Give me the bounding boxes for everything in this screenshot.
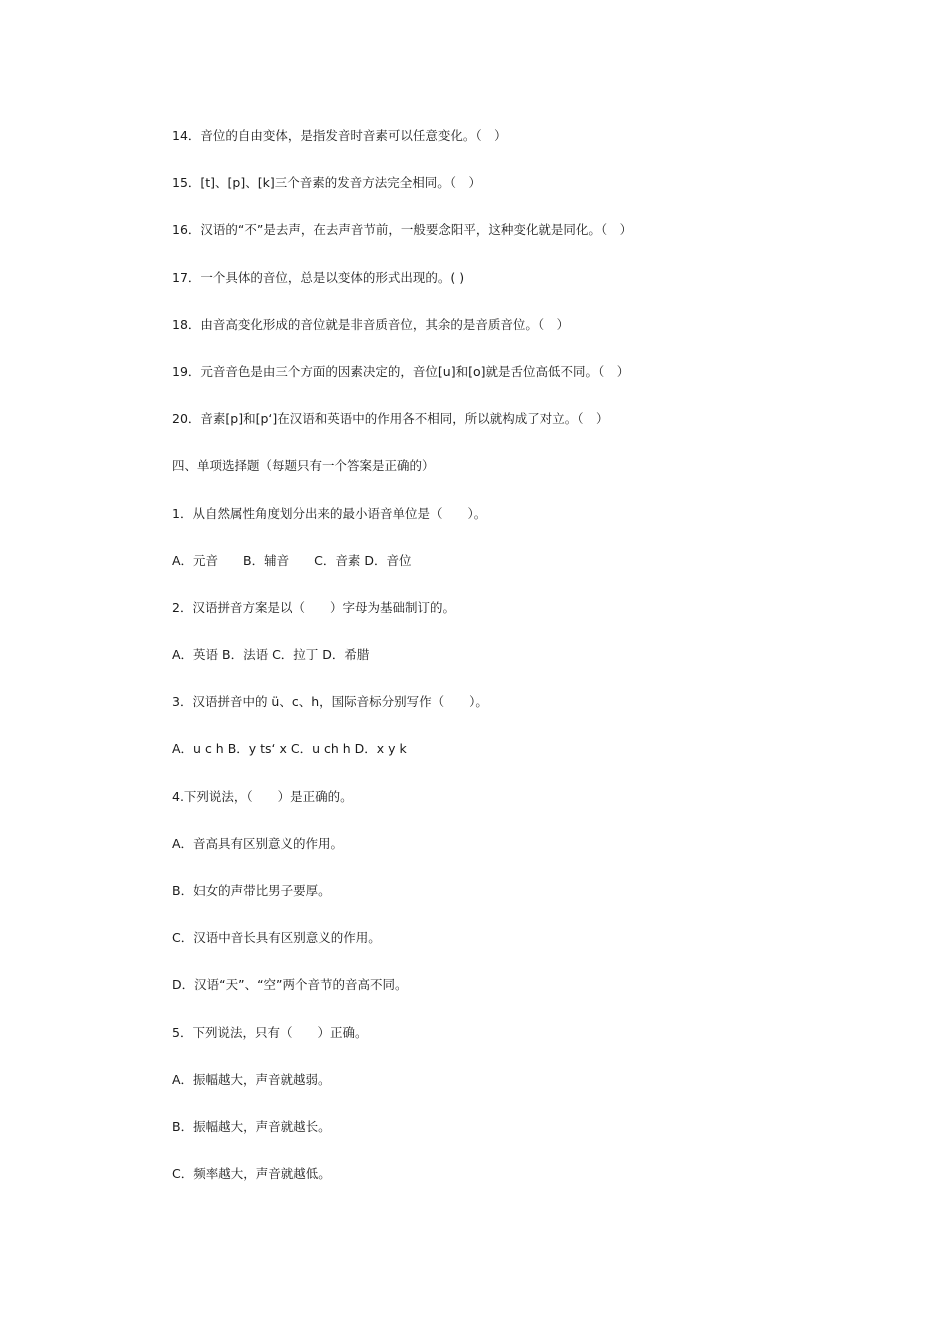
section-heading: 四、单项选择题（每题只有一个答案是正确的） [172,458,435,474]
choice-options-3: A．u c h B．y ts‘ x C．u ch h D．x y k [172,741,407,757]
choice-option-5a: A．振幅越大，声音就越弱。 [172,1071,331,1087]
choice-options-1: A．元音 B．辅音 C．音素 D．音位 [172,552,412,568]
choice-question-2: 2．汉语拼音方案是以（ ）字母为基础制订的。 [172,599,455,615]
choice-question-4: 4.下列说法，（ ）是正确的。 [172,788,353,804]
choice-option-4c: C．汉语中音长具有区别意义的作用。 [172,930,381,946]
question-15: 15．[t]、[p]、[k]三个音素的发音方法完全相同。（ ） [172,175,481,191]
question-19: 19．元音音色是由三个方面的因素决定的，音位[u]和[o]就是舌位高低不同。（ ） [172,363,630,379]
choice-options-2: A．英语 B．法语 C．拉丁 D．希腊 [172,647,370,663]
choice-question-5: 5．下列说法，只有（ ）正确。 [172,1024,368,1040]
question-14: 14．音位的自由变体，是指发音时音素可以任意变化。（ ） [172,128,507,143]
question-17: 17．一个具体的音位，总是以变体的形式出现的。( ) [172,269,465,285]
choice-question-1: 1．从自然属性角度划分出来的最小语音单位是（ ）。 [172,505,487,521]
question-16: 16．汉语的“不”是去声，在去声音节前，一般要念阳平，这种变化就是同化。（ ） [172,222,633,238]
question-20: 20．音素[p]和[p‘]在汉语和英语中的作用各不相同，所以就构成了对立。（ ） [172,411,609,427]
choice-option-5b: B．振幅越大，声音就越长。 [172,1118,331,1134]
choice-option-4b: B．妇女的声带比男子要厚。 [172,883,331,898]
choice-option-4d: D．汉语“天”、“空”两个音节的音高不同。 [172,977,408,993]
choice-question-3: 3．汉语拼音中的 ü、c、h，国际音标分别写作（ ）。 [172,694,488,710]
document-body [172,127,872,1212]
choice-option-5c: C．频率越大，声音就越低。 [172,1166,331,1182]
choice-option-4a: A．音高具有区别意义的作用。 [172,835,344,851]
question-18: 18．由音高变化形成的音位就是非音质音位，其余的是音质音位。（ ） [172,316,570,332]
